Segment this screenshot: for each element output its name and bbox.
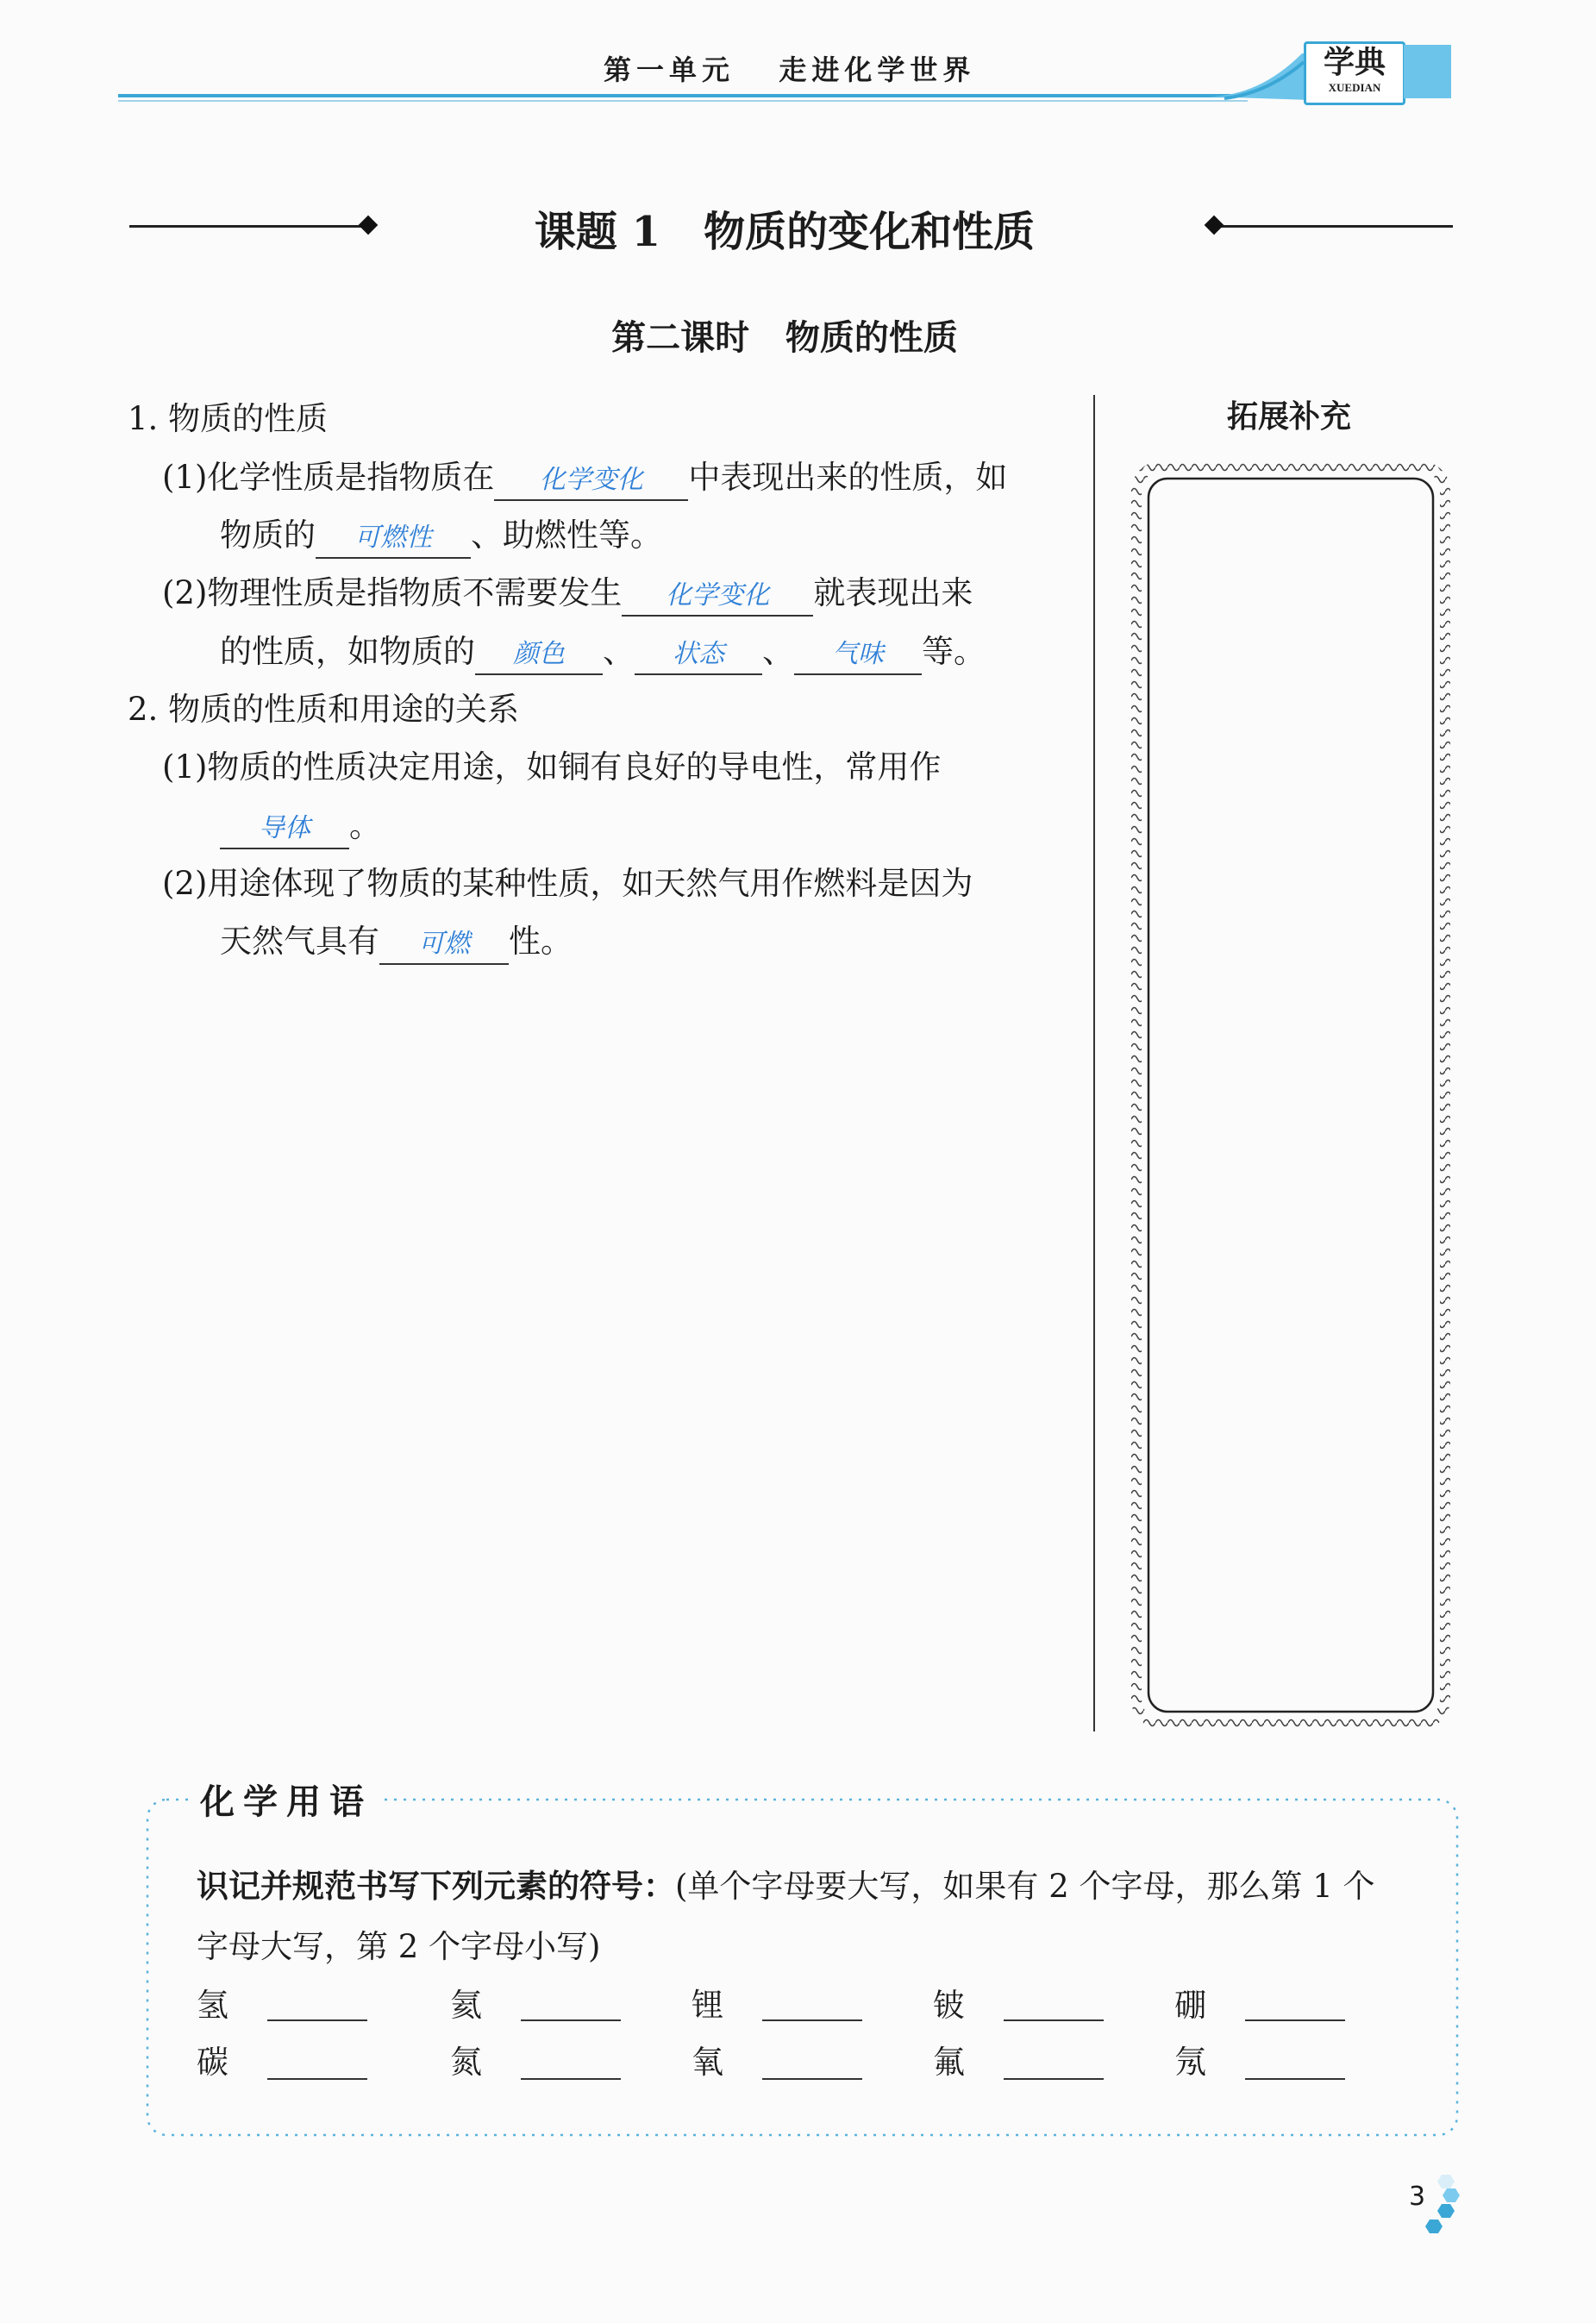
element-name: 硼 <box>1174 1987 1206 2024</box>
diamond-icon <box>1205 216 1224 235</box>
element-name: 氟 <box>933 2044 965 2081</box>
answer-blank <box>316 517 471 559</box>
brand-name: 学典 <box>1323 44 1386 80</box>
symbol-blank[interactable] <box>762 2078 862 2080</box>
s1-p2-line2 <box>220 629 986 675</box>
element-name: 氢 <box>197 1987 228 2024</box>
text: 、 <box>762 633 794 670</box>
terms-instruction-line2: 字母大写，第 2 个字母小写) <box>197 1928 601 1965</box>
terms-instruction <box>197 1864 1375 1909</box>
answer-text: 化学变化 <box>666 580 770 610</box>
symbol-blank[interactable] <box>762 2019 862 2021</box>
s1-p1-line1 <box>162 455 1007 501</box>
sidebar-title: 拓展补充 <box>1226 399 1351 435</box>
answer-text: 可燃 <box>418 929 470 959</box>
symbol-blank[interactable] <box>267 2019 367 2021</box>
symbol-blank[interactable] <box>1245 2078 1345 2080</box>
answer-blank <box>494 459 688 501</box>
column-divider <box>1093 395 1095 1731</box>
element-name: 碳 <box>197 2044 228 2081</box>
element-name: 氖 <box>1174 2044 1206 2081</box>
section-1-heading: 1. 物质的性质 <box>128 400 329 437</box>
text: (2)物理性质是指物质不需要发生 <box>162 574 623 611</box>
element-name: 氦 <box>450 1987 482 2024</box>
section-2-heading: 2. 物质的性质和用途的关系 <box>128 691 520 728</box>
header-rule-thin <box>118 100 1248 102</box>
element-name: 铍 <box>933 1987 965 2024</box>
symbol-blank[interactable] <box>1004 2078 1104 2080</box>
title-rule-left <box>129 225 371 228</box>
text: 、 <box>603 633 635 670</box>
text: 就表现出来 <box>813 574 973 611</box>
instruction-rest: (单个字母要大写，如果有 2 个字母，那么第 1 个 <box>675 1868 1375 1905</box>
brand-pinyin: XUEDIAN <box>1328 81 1381 94</box>
terms-title: 化学用语 <box>191 1775 381 1824</box>
answer-blank <box>379 923 509 965</box>
header-rule <box>118 94 1248 97</box>
s1-p1-line2 <box>220 513 662 559</box>
s2-p2-line1: (2)用途体现了物质的某种性质，如天然气用作燃料是因为 <box>162 865 973 902</box>
page-number: 3 <box>1409 2182 1426 2212</box>
lesson-title: 课题 1 物质的变化和性质 <box>534 208 1036 256</box>
answer-blank <box>475 633 603 675</box>
notes-frame <box>1131 461 1450 1729</box>
text: 中表现出来的性质，如 <box>688 459 1008 496</box>
answer-blank <box>220 807 349 849</box>
text: 物质的 <box>220 517 316 554</box>
element-name: 氧 <box>692 2044 723 2081</box>
symbol-blank[interactable] <box>521 2078 621 2080</box>
answer-text: 可燃性 <box>354 523 432 553</box>
instruction-bold: 识记并规范书写下列元素的符号： <box>197 1868 675 1905</box>
s1-p2-line1 <box>162 571 973 617</box>
s2-p1-line2 <box>220 804 381 849</box>
answer-blank <box>622 574 813 617</box>
text: 性。 <box>509 923 573 960</box>
brand-swoosh-icon <box>1207 45 1311 102</box>
diamond-icon <box>359 216 379 235</box>
symbol-blank[interactable] <box>1245 2019 1345 2021</box>
answer-text: 状态 <box>673 639 724 669</box>
element-name: 氮 <box>450 2044 482 2081</box>
text: (1)化学性质是指物质在 <box>162 459 495 496</box>
answer-text: 化学变化 <box>539 465 643 495</box>
text: 等。 <box>922 633 986 670</box>
answer-text: 气味 <box>832 639 884 669</box>
unit-header: 第一单元 走进化学世界 <box>604 53 976 86</box>
brand-stripe <box>1404 45 1451 98</box>
element-name: 锂 <box>692 1987 723 2024</box>
answer-text: 导体 <box>259 813 310 843</box>
symbol-blank[interactable] <box>1004 2019 1104 2021</box>
s2-p1-line1: (1)物质的性质决定用途，如铜有良好的导电性，常用作 <box>162 748 942 786</box>
text: 、助燃性等。 <box>471 517 662 554</box>
brand-logo <box>1304 41 1405 105</box>
text: 的性质，如物质的 <box>220 633 475 670</box>
answer-blank <box>635 633 762 675</box>
answer-blank <box>794 633 922 675</box>
text: 天然气具有 <box>220 923 379 960</box>
title-rule-right <box>1216 225 1453 228</box>
symbol-blank[interactable] <box>267 2078 367 2080</box>
symbol-blank[interactable] <box>521 2019 621 2021</box>
lesson-subtitle: 第二课时 物质的性质 <box>611 317 958 358</box>
text: 。 <box>349 807 381 844</box>
answer-text: 颜色 <box>513 639 565 669</box>
s2-p2-line2 <box>220 919 573 965</box>
